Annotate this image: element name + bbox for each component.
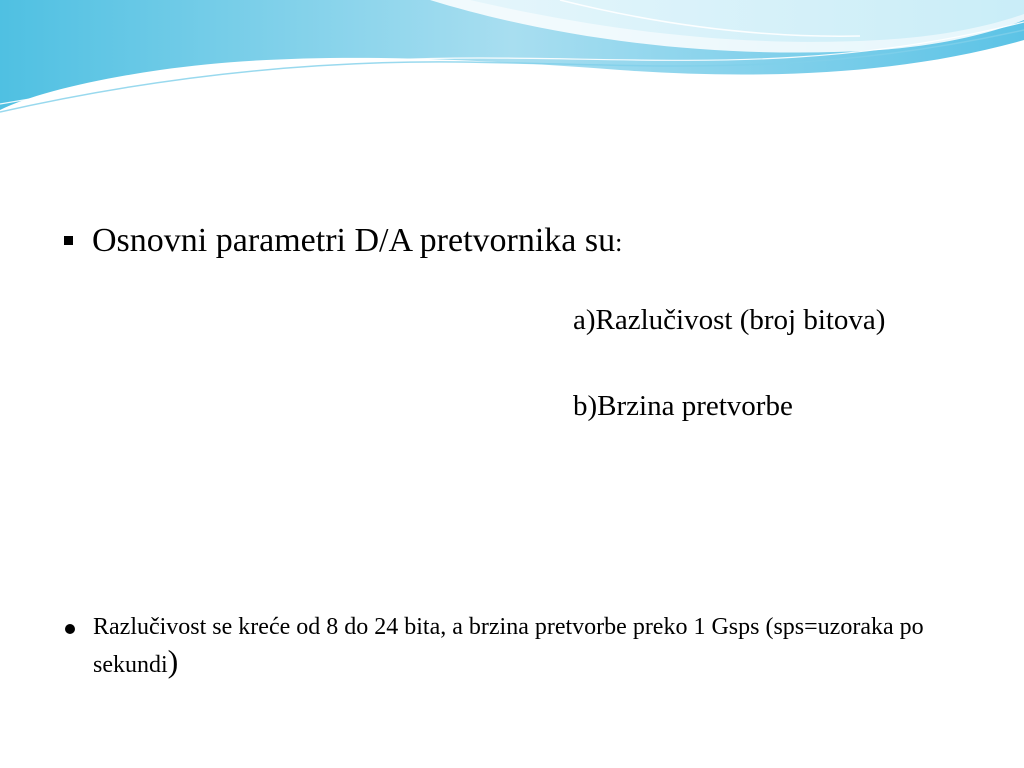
main-bullet-text: Osnovni parametri D/A pretvornika su bbox=[92, 222, 616, 259]
main-bullet-text-container bbox=[92, 218, 622, 266]
second-bullet-closing-paren: ) bbox=[167, 643, 179, 679]
main-bullet-item bbox=[62, 218, 982, 268]
second-bullet-text-container bbox=[93, 610, 973, 682]
decorative-wave-header bbox=[0, 0, 1024, 120]
sub-item-b: b)Brzina pretvorbe bbox=[573, 390, 793, 422]
sub-item-a: a)Razlučivost (broj bitova) bbox=[573, 304, 886, 336]
second-bullet-text: Razlučivost se kreće od 8 do 24 bita, a brzina pretvorbe preko 1 Gsps (sps=uzoraka po sekundi bbox=[93, 614, 924, 678]
main-bullet-colon: : bbox=[615, 228, 623, 257]
round-bullet-icon bbox=[65, 624, 75, 634]
second-bullet-item bbox=[62, 610, 982, 690]
square-bullet-icon bbox=[64, 236, 73, 245]
